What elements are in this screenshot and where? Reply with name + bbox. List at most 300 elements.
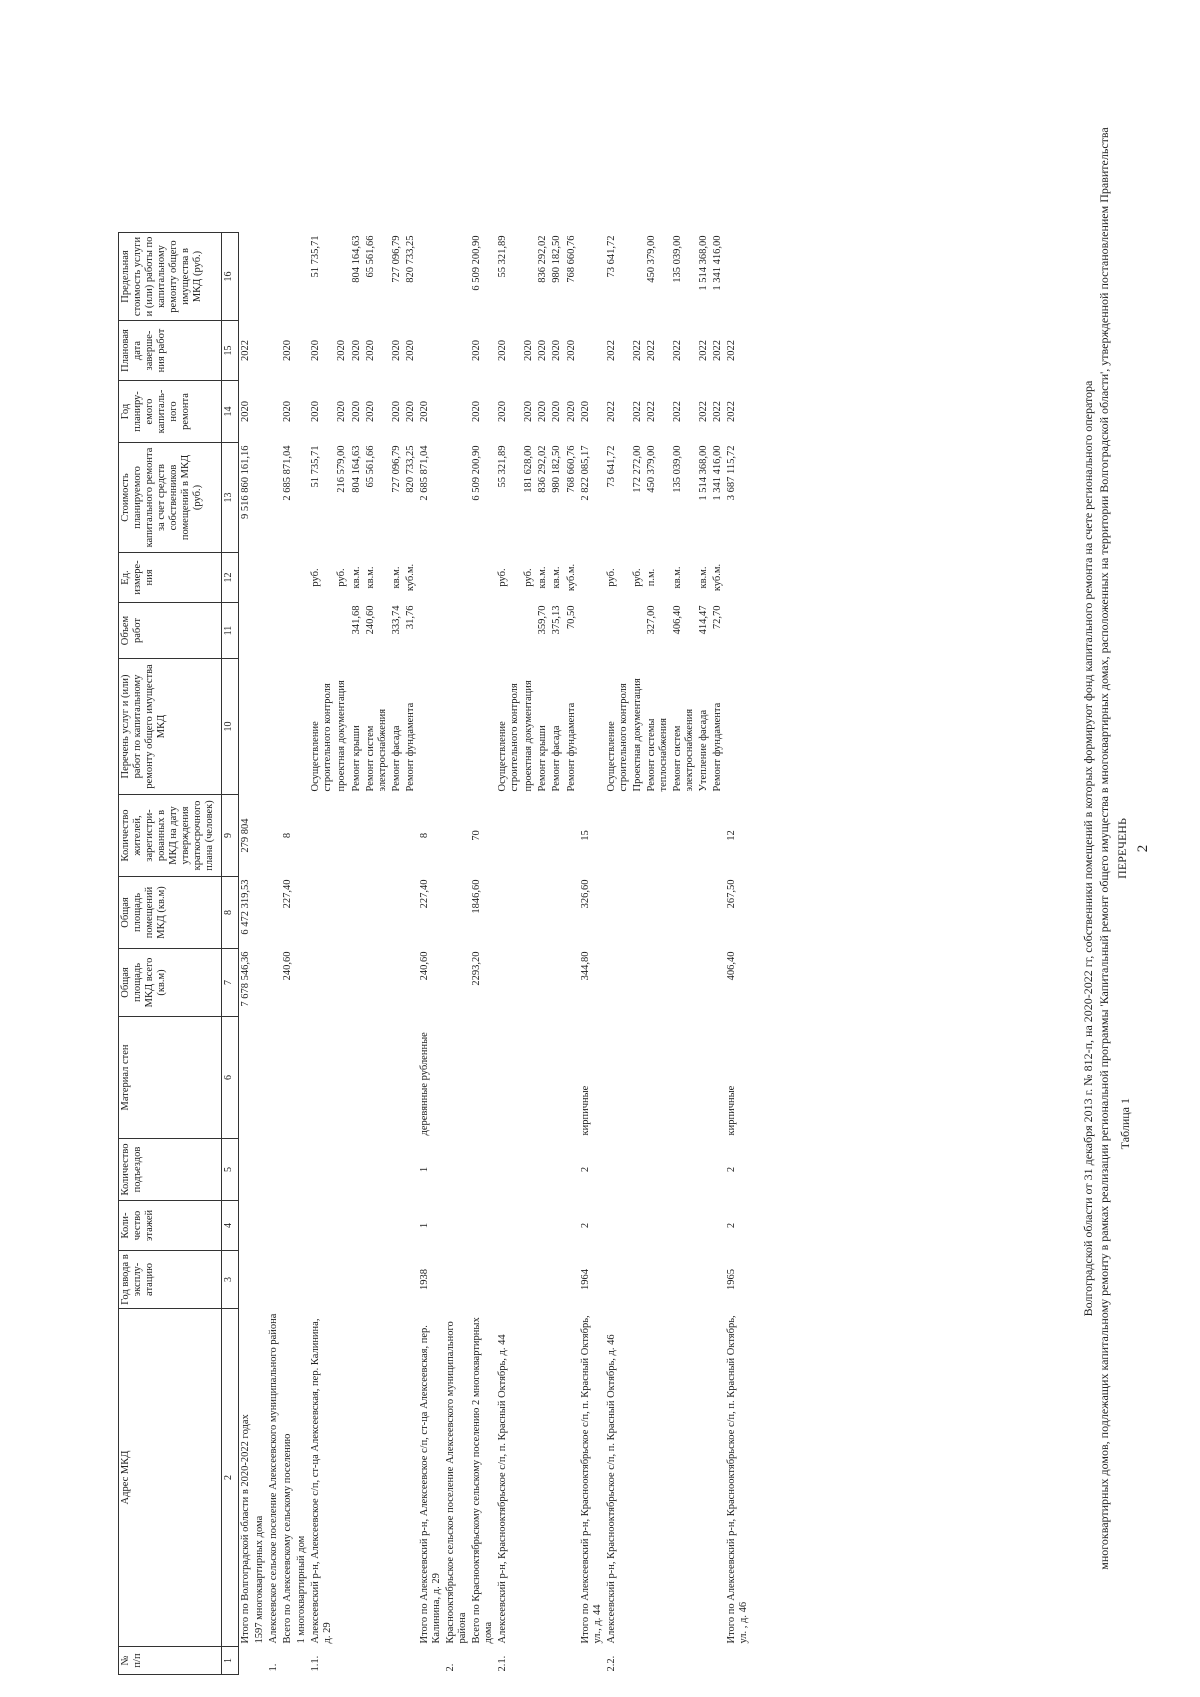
cell-col-2: Итого по Волгоградской области в 2020-2022 годах bbox=[240, 1414, 251, 1644]
cell-col-9 bbox=[522, 795, 536, 877]
cell-col-2 bbox=[404, 1309, 418, 1647]
cell-col-12: кв.м. bbox=[537, 566, 549, 589]
cell-col-12 bbox=[418, 553, 444, 603]
cell-col-6 bbox=[631, 1017, 645, 1139]
cell-col-11: 333,74 bbox=[390, 605, 402, 635]
cell-col-11 bbox=[335, 603, 349, 659]
cell-col-13: 172 272,00 bbox=[631, 445, 643, 493]
cell-col-11 bbox=[631, 603, 645, 659]
cell-col-3 bbox=[470, 1251, 496, 1309]
cell-col-10: Ремонт крыши bbox=[537, 725, 549, 792]
cell-col-7 bbox=[309, 949, 335, 1017]
cell-col-3 bbox=[364, 1251, 390, 1309]
column-number-5: 5 bbox=[222, 1139, 239, 1201]
cell-col-8 bbox=[267, 877, 281, 949]
cell-col-9 bbox=[671, 795, 697, 877]
cell-col-5 bbox=[496, 1139, 522, 1201]
cell-col-4: 1 bbox=[418, 1222, 430, 1229]
cell-col-3 bbox=[711, 1251, 725, 1309]
cell-col-8: 227,40 bbox=[418, 879, 430, 909]
cell-col-16: 135 039,00 bbox=[672, 235, 683, 283]
cell-col-15: 2020 bbox=[364, 340, 376, 361]
cell-col-12: руб. bbox=[631, 568, 643, 587]
cell-col-8 bbox=[295, 877, 309, 949]
cell-col-15: 2020 bbox=[565, 340, 577, 361]
cell-col-6 bbox=[267, 1017, 281, 1139]
cell-col-8 bbox=[565, 877, 579, 949]
table-row bbox=[579, 233, 605, 1675]
cell-col-12: кв.м. bbox=[390, 566, 402, 589]
cell-col-4 bbox=[605, 1201, 631, 1251]
cell-col-15: 2022 bbox=[672, 340, 683, 361]
cell-col-8: 227,40 bbox=[282, 879, 294, 909]
cell-col-10: Осуществление строительного контроля bbox=[497, 683, 521, 792]
column-header-4: Коли-чество этажей bbox=[119, 1201, 222, 1251]
cell-col-9 bbox=[309, 795, 335, 877]
cell-col-4 bbox=[390, 1201, 404, 1251]
cell-col-16: 1 514 368,00 bbox=[698, 235, 710, 291]
cell-col-16 bbox=[579, 233, 605, 321]
cell-col-15: 2022 bbox=[698, 340, 710, 361]
cell-col-2 bbox=[565, 1309, 579, 1647]
cell-col-12: руб. bbox=[523, 568, 535, 587]
cell-col-8 bbox=[404, 877, 418, 949]
cell-col-9 bbox=[631, 795, 645, 877]
cell-col-7 bbox=[390, 949, 404, 1017]
cell-col-14: 2020 bbox=[551, 401, 563, 422]
cell-col-3 bbox=[350, 1251, 364, 1309]
cell-col-9 bbox=[404, 795, 418, 877]
cell-col-3 bbox=[309, 1251, 335, 1309]
cell-col-5: 2 bbox=[579, 1166, 591, 1173]
cell-col-8 bbox=[645, 877, 671, 949]
column-header-14: Год планиру-емого капиталь-ного ремонта bbox=[119, 381, 222, 443]
cell-col-6: деревянные рубленные bbox=[418, 1032, 430, 1136]
cell-col-9 bbox=[496, 795, 522, 877]
cell-col-15: 2020 bbox=[404, 340, 416, 361]
column-header-8: Общая площадь помещений МКД (кв.м) bbox=[119, 877, 222, 949]
cell-col-12: кв.м. bbox=[672, 566, 683, 589]
cell-col-7: 7 678 546,36 bbox=[240, 951, 251, 1007]
cell-col-16: 51 735,71 bbox=[310, 235, 322, 278]
cell-col-14 bbox=[253, 381, 267, 443]
table-row bbox=[295, 233, 309, 1675]
table-row bbox=[496, 233, 522, 1675]
cell-col-11 bbox=[295, 603, 309, 659]
cell-col-12 bbox=[579, 553, 605, 603]
cell-col-8 bbox=[364, 877, 390, 949]
cell-col-10: Осуществление строительного контроля bbox=[605, 683, 629, 792]
cell-col-11 bbox=[522, 603, 536, 659]
cell-col-5 bbox=[335, 1139, 349, 1201]
cell-col-9 bbox=[550, 795, 564, 877]
cell-col-2 bbox=[390, 1309, 404, 1647]
cell-col-9 bbox=[364, 795, 390, 877]
cell-col-3 bbox=[645, 1251, 671, 1309]
cell-col-8: 6 472 319,53 bbox=[240, 879, 251, 935]
cell-col-3 bbox=[697, 1251, 711, 1309]
cell-col-8 bbox=[496, 877, 522, 949]
cell-col-5 bbox=[444, 1139, 470, 1201]
table-row bbox=[522, 233, 536, 1675]
cell-col-9 bbox=[444, 795, 470, 877]
cell-col-9: 8 bbox=[282, 832, 294, 839]
cell-col-4 bbox=[295, 1201, 309, 1251]
cell-col-7 bbox=[631, 949, 645, 1017]
cell-col-3 bbox=[605, 1251, 631, 1309]
cell-col-5 bbox=[697, 1139, 711, 1201]
cell-col-14: 2022 bbox=[605, 401, 617, 422]
column-header-11: Объем работ bbox=[119, 603, 222, 659]
cell-col-15: 2022 bbox=[605, 340, 617, 361]
cell-col-16: 768 660,76 bbox=[565, 235, 577, 283]
cell-col-16 bbox=[725, 233, 751, 321]
cell-col-5 bbox=[350, 1139, 364, 1201]
cell-col-16: 73 641,72 bbox=[605, 235, 617, 278]
table-row bbox=[605, 233, 631, 1675]
cell-col-10 bbox=[444, 659, 470, 795]
cell-col-6 bbox=[253, 1017, 267, 1139]
cell-col-9 bbox=[697, 795, 711, 877]
document-title: ПЕРЕЧЕНЬ bbox=[1115, 818, 1129, 879]
cell-col-7 bbox=[671, 949, 697, 1017]
cell-col-5: 2 bbox=[726, 1166, 738, 1173]
cell-col-2 bbox=[350, 1309, 364, 1647]
cell-col-1: 2.2. bbox=[605, 1655, 617, 1672]
cell-col-5 bbox=[253, 1139, 267, 1201]
cell-col-15: 2020 bbox=[350, 340, 362, 361]
cell-col-3 bbox=[390, 1251, 404, 1309]
cell-col-5 bbox=[605, 1139, 631, 1201]
cell-col-7 bbox=[253, 949, 267, 1017]
cell-col-3: 1965 bbox=[726, 1269, 738, 1290]
cell-col-16 bbox=[281, 233, 295, 321]
column-number-12: 12 bbox=[222, 553, 239, 603]
cell-col-12: куб.м. bbox=[565, 563, 577, 592]
column-number-13: 13 bbox=[222, 443, 239, 553]
cell-col-3 bbox=[522, 1251, 536, 1309]
cell-col-3: 1964 bbox=[579, 1269, 591, 1290]
cell-col-11: 327,00 bbox=[645, 605, 657, 635]
cell-col-3 bbox=[295, 1251, 309, 1309]
cell-col-8 bbox=[253, 877, 267, 949]
cell-col-11 bbox=[281, 603, 295, 659]
cell-col-8: 1846,60 bbox=[471, 879, 483, 914]
cell-col-15 bbox=[444, 321, 470, 381]
cell-col-10: Осуществление строительного контроля bbox=[310, 683, 334, 792]
cell-col-6 bbox=[444, 1017, 470, 1139]
cell-col-12 bbox=[725, 553, 751, 603]
cell-col-13: 73 641,72 bbox=[605, 445, 617, 488]
cell-col-2 bbox=[335, 1309, 349, 1647]
cell-col-8 bbox=[390, 877, 404, 949]
cell-col-16: 980 182,50 bbox=[551, 235, 563, 283]
cell-col-1 bbox=[470, 1647, 496, 1675]
table-row bbox=[267, 233, 281, 1675]
cell-col-7 bbox=[444, 949, 470, 1017]
table-row bbox=[697, 233, 711, 1675]
column-header-3: Год ввода в эксплу-атацию bbox=[119, 1251, 222, 1309]
header-row bbox=[119, 233, 222, 1675]
cell-col-6 bbox=[496, 1017, 522, 1139]
cell-col-4 bbox=[522, 1201, 536, 1251]
cell-col-4 bbox=[645, 1201, 671, 1251]
table-row bbox=[364, 233, 390, 1675]
cell-col-1: 1.1. bbox=[310, 1655, 322, 1672]
cell-col-14 bbox=[267, 381, 281, 443]
cell-col-4 bbox=[671, 1201, 697, 1251]
cell-col-14: 2020 bbox=[579, 401, 591, 422]
table-row bbox=[631, 233, 645, 1675]
cell-col-15: 2020 bbox=[282, 340, 294, 361]
cell-col-6 bbox=[404, 1017, 418, 1139]
cell-col-2: Алексеевский р-н, Краснооктябрьское с/п, п. Красный Октябрь, д. 44 bbox=[497, 1334, 509, 1644]
cell-col-7 bbox=[565, 949, 579, 1017]
column-header-15: Плановая дата заверше-ния работ bbox=[119, 321, 222, 381]
cell-col-4: 2 bbox=[726, 1222, 738, 1229]
cell-col-8: 267,50 bbox=[726, 879, 738, 909]
cell-col-4: 2 bbox=[579, 1222, 591, 1229]
cell-col-11: 72,70 bbox=[712, 605, 724, 630]
column-number-row bbox=[222, 233, 239, 1675]
cell-col-3 bbox=[671, 1251, 697, 1309]
cell-col-6: кирпичные bbox=[726, 1085, 738, 1136]
cell-col-16: 65 561,66 bbox=[364, 235, 376, 278]
cell-col-3 bbox=[631, 1251, 645, 1309]
cell-col-10 bbox=[239, 659, 254, 795]
cell-col-1 bbox=[350, 1647, 364, 1675]
cell-col-6 bbox=[335, 1017, 349, 1139]
cell-col-15 bbox=[579, 321, 605, 381]
cell-col-7 bbox=[350, 949, 364, 1017]
cell-col-2 bbox=[711, 1309, 725, 1647]
cell-col-3 bbox=[281, 1251, 295, 1309]
cell-col-3: 1938 bbox=[418, 1269, 430, 1290]
cell-col-1 bbox=[645, 1647, 671, 1675]
cell-col-9 bbox=[536, 795, 550, 877]
cell-col-1 bbox=[725, 1647, 751, 1675]
cell-col-13: 768 660,76 bbox=[565, 445, 577, 493]
cell-col-7: 240,60 bbox=[418, 951, 430, 981]
cell-col-6 bbox=[281, 1017, 295, 1139]
cell-col-15: 2020 bbox=[537, 340, 549, 361]
cell-col-3 bbox=[444, 1251, 470, 1309]
cell-col-4 bbox=[536, 1201, 550, 1251]
table-row bbox=[309, 233, 335, 1675]
cell-col-1 bbox=[711, 1647, 725, 1675]
cell-col-9: 279 804 bbox=[240, 818, 251, 853]
cell-col-1 bbox=[295, 1647, 309, 1675]
column-number-2: 2 bbox=[222, 1309, 239, 1647]
cell-col-1 bbox=[364, 1647, 390, 1675]
table-row bbox=[390, 233, 404, 1675]
cell-col-13: 55 321,89 bbox=[497, 445, 509, 488]
cell-col-9 bbox=[565, 795, 579, 877]
cell-col-15: 2020 bbox=[523, 340, 535, 361]
cell-col-9 bbox=[335, 795, 349, 877]
cell-col-2: Итого по Алексеевский р-н, Краснооктябрьское с/п, п. Красный Октябрь, ул. , д. 46 bbox=[726, 1315, 750, 1644]
cell-col-5: 1 bbox=[418, 1166, 430, 1173]
cell-col-13: 2 685 871,04 bbox=[418, 445, 430, 501]
cell-col-11: 31,76 bbox=[404, 605, 416, 630]
cell-col-2: Краснооктябрьское сельское поселение Алексеевского муниципального района bbox=[444, 1321, 468, 1644]
cell-col-9 bbox=[390, 795, 404, 877]
cell-col-10: Ремонт фундамента bbox=[565, 702, 577, 792]
cell-col-11: 359,70 bbox=[537, 605, 549, 635]
cell-col-16 bbox=[295, 233, 309, 321]
cell-col-7 bbox=[496, 949, 522, 1017]
cell-col-9: 15 bbox=[579, 830, 591, 841]
cell-col-6 bbox=[671, 1017, 697, 1139]
cell-col-2 bbox=[631, 1309, 645, 1647]
column-header-13: Стоимость планируемого капитального ремонта за счет средств собственников помещений в МКД (руб.) bbox=[119, 443, 222, 553]
cell-col-4 bbox=[335, 1201, 349, 1251]
table-row bbox=[444, 233, 470, 1675]
cell-col-7 bbox=[522, 949, 536, 1017]
cell-col-2: Алексеевский р-н, Краснооктябрьское с/п, п. Красный Октябрь, д. 46 bbox=[605, 1334, 617, 1644]
cell-col-13: 836 292,02 bbox=[537, 445, 549, 493]
cell-col-4 bbox=[309, 1201, 335, 1251]
cell-col-9 bbox=[253, 795, 267, 877]
cell-col-16 bbox=[267, 233, 281, 321]
cell-col-1: 2.1. bbox=[497, 1655, 509, 1672]
cell-col-15: 2022 bbox=[240, 340, 251, 361]
cell-col-15: 2020 bbox=[497, 340, 509, 361]
cell-col-14: 2020 bbox=[364, 401, 376, 422]
cell-col-7 bbox=[550, 949, 564, 1017]
column-header-10: Перечень услуг и (или) работ по капитальному ремонту общего имущества МКД bbox=[119, 659, 222, 795]
cell-col-10 bbox=[281, 659, 295, 795]
cell-col-15: 2020 bbox=[310, 340, 322, 361]
cell-col-4 bbox=[239, 1201, 254, 1251]
cell-col-16 bbox=[239, 233, 254, 321]
cell-col-14: 2022 bbox=[631, 401, 643, 422]
cell-col-9 bbox=[605, 795, 631, 877]
cell-col-9 bbox=[350, 795, 364, 877]
cell-col-3 bbox=[239, 1251, 254, 1309]
cell-col-8 bbox=[605, 877, 631, 949]
cell-col-13 bbox=[267, 443, 281, 553]
cell-col-6 bbox=[309, 1017, 335, 1139]
cell-col-7: 2293,20 bbox=[471, 951, 483, 986]
cell-col-1: 1. bbox=[268, 1663, 280, 1672]
cell-col-6 bbox=[536, 1017, 550, 1139]
cell-col-1 bbox=[253, 1647, 267, 1675]
cell-col-4 bbox=[253, 1201, 267, 1251]
table-row bbox=[404, 233, 418, 1675]
cell-col-7 bbox=[404, 949, 418, 1017]
column-header-12: Ед. измере-ния bbox=[119, 553, 222, 603]
cell-col-4 bbox=[267, 1201, 281, 1251]
cell-col-12 bbox=[253, 553, 267, 603]
cell-col-10: проектная документация bbox=[336, 680, 348, 792]
cell-col-5 bbox=[522, 1139, 536, 1201]
table-row bbox=[711, 233, 725, 1675]
cell-col-14: 2020 bbox=[336, 401, 348, 422]
cell-col-11 bbox=[725, 603, 751, 659]
cell-col-5 bbox=[470, 1139, 496, 1201]
cell-col-6 bbox=[364, 1017, 390, 1139]
cell-col-6 bbox=[390, 1017, 404, 1139]
cell-col-5 bbox=[671, 1139, 697, 1201]
cell-col-8 bbox=[335, 877, 349, 949]
page-number: 2 bbox=[1135, 844, 1151, 853]
cell-col-14: 2022 bbox=[645, 401, 657, 422]
cell-col-11 bbox=[579, 603, 605, 659]
cell-col-12: кв.м. bbox=[551, 566, 563, 589]
cell-col-9: 70 bbox=[471, 830, 483, 841]
cell-col-1 bbox=[390, 1647, 404, 1675]
cell-col-4 bbox=[444, 1201, 470, 1251]
cell-col-12 bbox=[239, 553, 254, 603]
cell-col-13: 727 096,79 bbox=[390, 445, 402, 493]
cell-col-12 bbox=[444, 553, 470, 603]
cell-col-6 bbox=[697, 1017, 711, 1139]
cell-col-8 bbox=[522, 877, 536, 949]
cell-col-1: 2. bbox=[444, 1663, 456, 1672]
cell-col-14: 2020 bbox=[310, 401, 322, 422]
cell-col-11 bbox=[309, 603, 335, 659]
cell-col-15 bbox=[267, 321, 281, 381]
cell-col-13: 216 579,00 bbox=[336, 445, 348, 493]
cell-col-11: 240,60 bbox=[364, 605, 376, 635]
cell-col-8 bbox=[444, 877, 470, 949]
cell-col-4 bbox=[364, 1201, 390, 1251]
cell-col-7 bbox=[605, 949, 631, 1017]
cell-col-2 bbox=[671, 1309, 697, 1647]
cell-col-14: 2020 bbox=[471, 401, 483, 422]
cell-col-1 bbox=[536, 1647, 550, 1675]
cell-col-11: 70,50 bbox=[565, 605, 577, 630]
cell-col-16: 804 164,63 bbox=[350, 235, 362, 283]
cell-col-16 bbox=[418, 233, 444, 321]
cell-col-8 bbox=[697, 877, 711, 949]
column-header-9: Количество жителей, зарегистри-рованных в МКД на дату утверждения краткосрочного плана (человек) bbox=[119, 795, 222, 877]
cell-col-14: 2022 bbox=[698, 401, 710, 422]
cell-col-5 bbox=[711, 1139, 725, 1201]
cell-col-14: 2022 bbox=[712, 401, 724, 422]
column-number-9: 9 bbox=[222, 795, 239, 877]
cell-col-2 bbox=[697, 1309, 711, 1647]
table-body bbox=[239, 233, 752, 1675]
cell-col-13: 6 509 200,90 bbox=[471, 445, 483, 501]
table-row bbox=[470, 233, 496, 1675]
column-number-7: 7 bbox=[222, 949, 239, 1017]
cell-col-11 bbox=[470, 603, 496, 659]
cell-col-5 bbox=[631, 1139, 645, 1201]
cell-col-14: 2020 bbox=[523, 401, 535, 422]
cell-col-15: 2020 bbox=[336, 340, 348, 361]
column-number-14: 14 bbox=[222, 381, 239, 443]
cell-col-12: руб. bbox=[605, 568, 617, 587]
cell-col-16 bbox=[522, 233, 536, 321]
table-row bbox=[281, 233, 295, 1675]
cell-col-4 bbox=[404, 1201, 418, 1251]
cell-col-1 bbox=[565, 1647, 579, 1675]
cell-col-14 bbox=[295, 381, 309, 443]
cell-col-8 bbox=[671, 877, 697, 949]
column-header-6: Материал стен bbox=[119, 1017, 222, 1139]
cell-col-10: Проектная документация bbox=[631, 678, 643, 792]
cell-col-14: 2020 bbox=[404, 401, 416, 422]
cell-col-10 bbox=[418, 659, 444, 795]
cell-col-5 bbox=[364, 1139, 390, 1201]
cell-col-15: 2020 bbox=[471, 340, 483, 361]
cell-col-1 bbox=[239, 1647, 254, 1675]
cell-col-13: 2 685 871,04 bbox=[282, 445, 294, 501]
cell-col-5 bbox=[404, 1139, 418, 1201]
cell-col-14: 2020 bbox=[418, 401, 430, 422]
